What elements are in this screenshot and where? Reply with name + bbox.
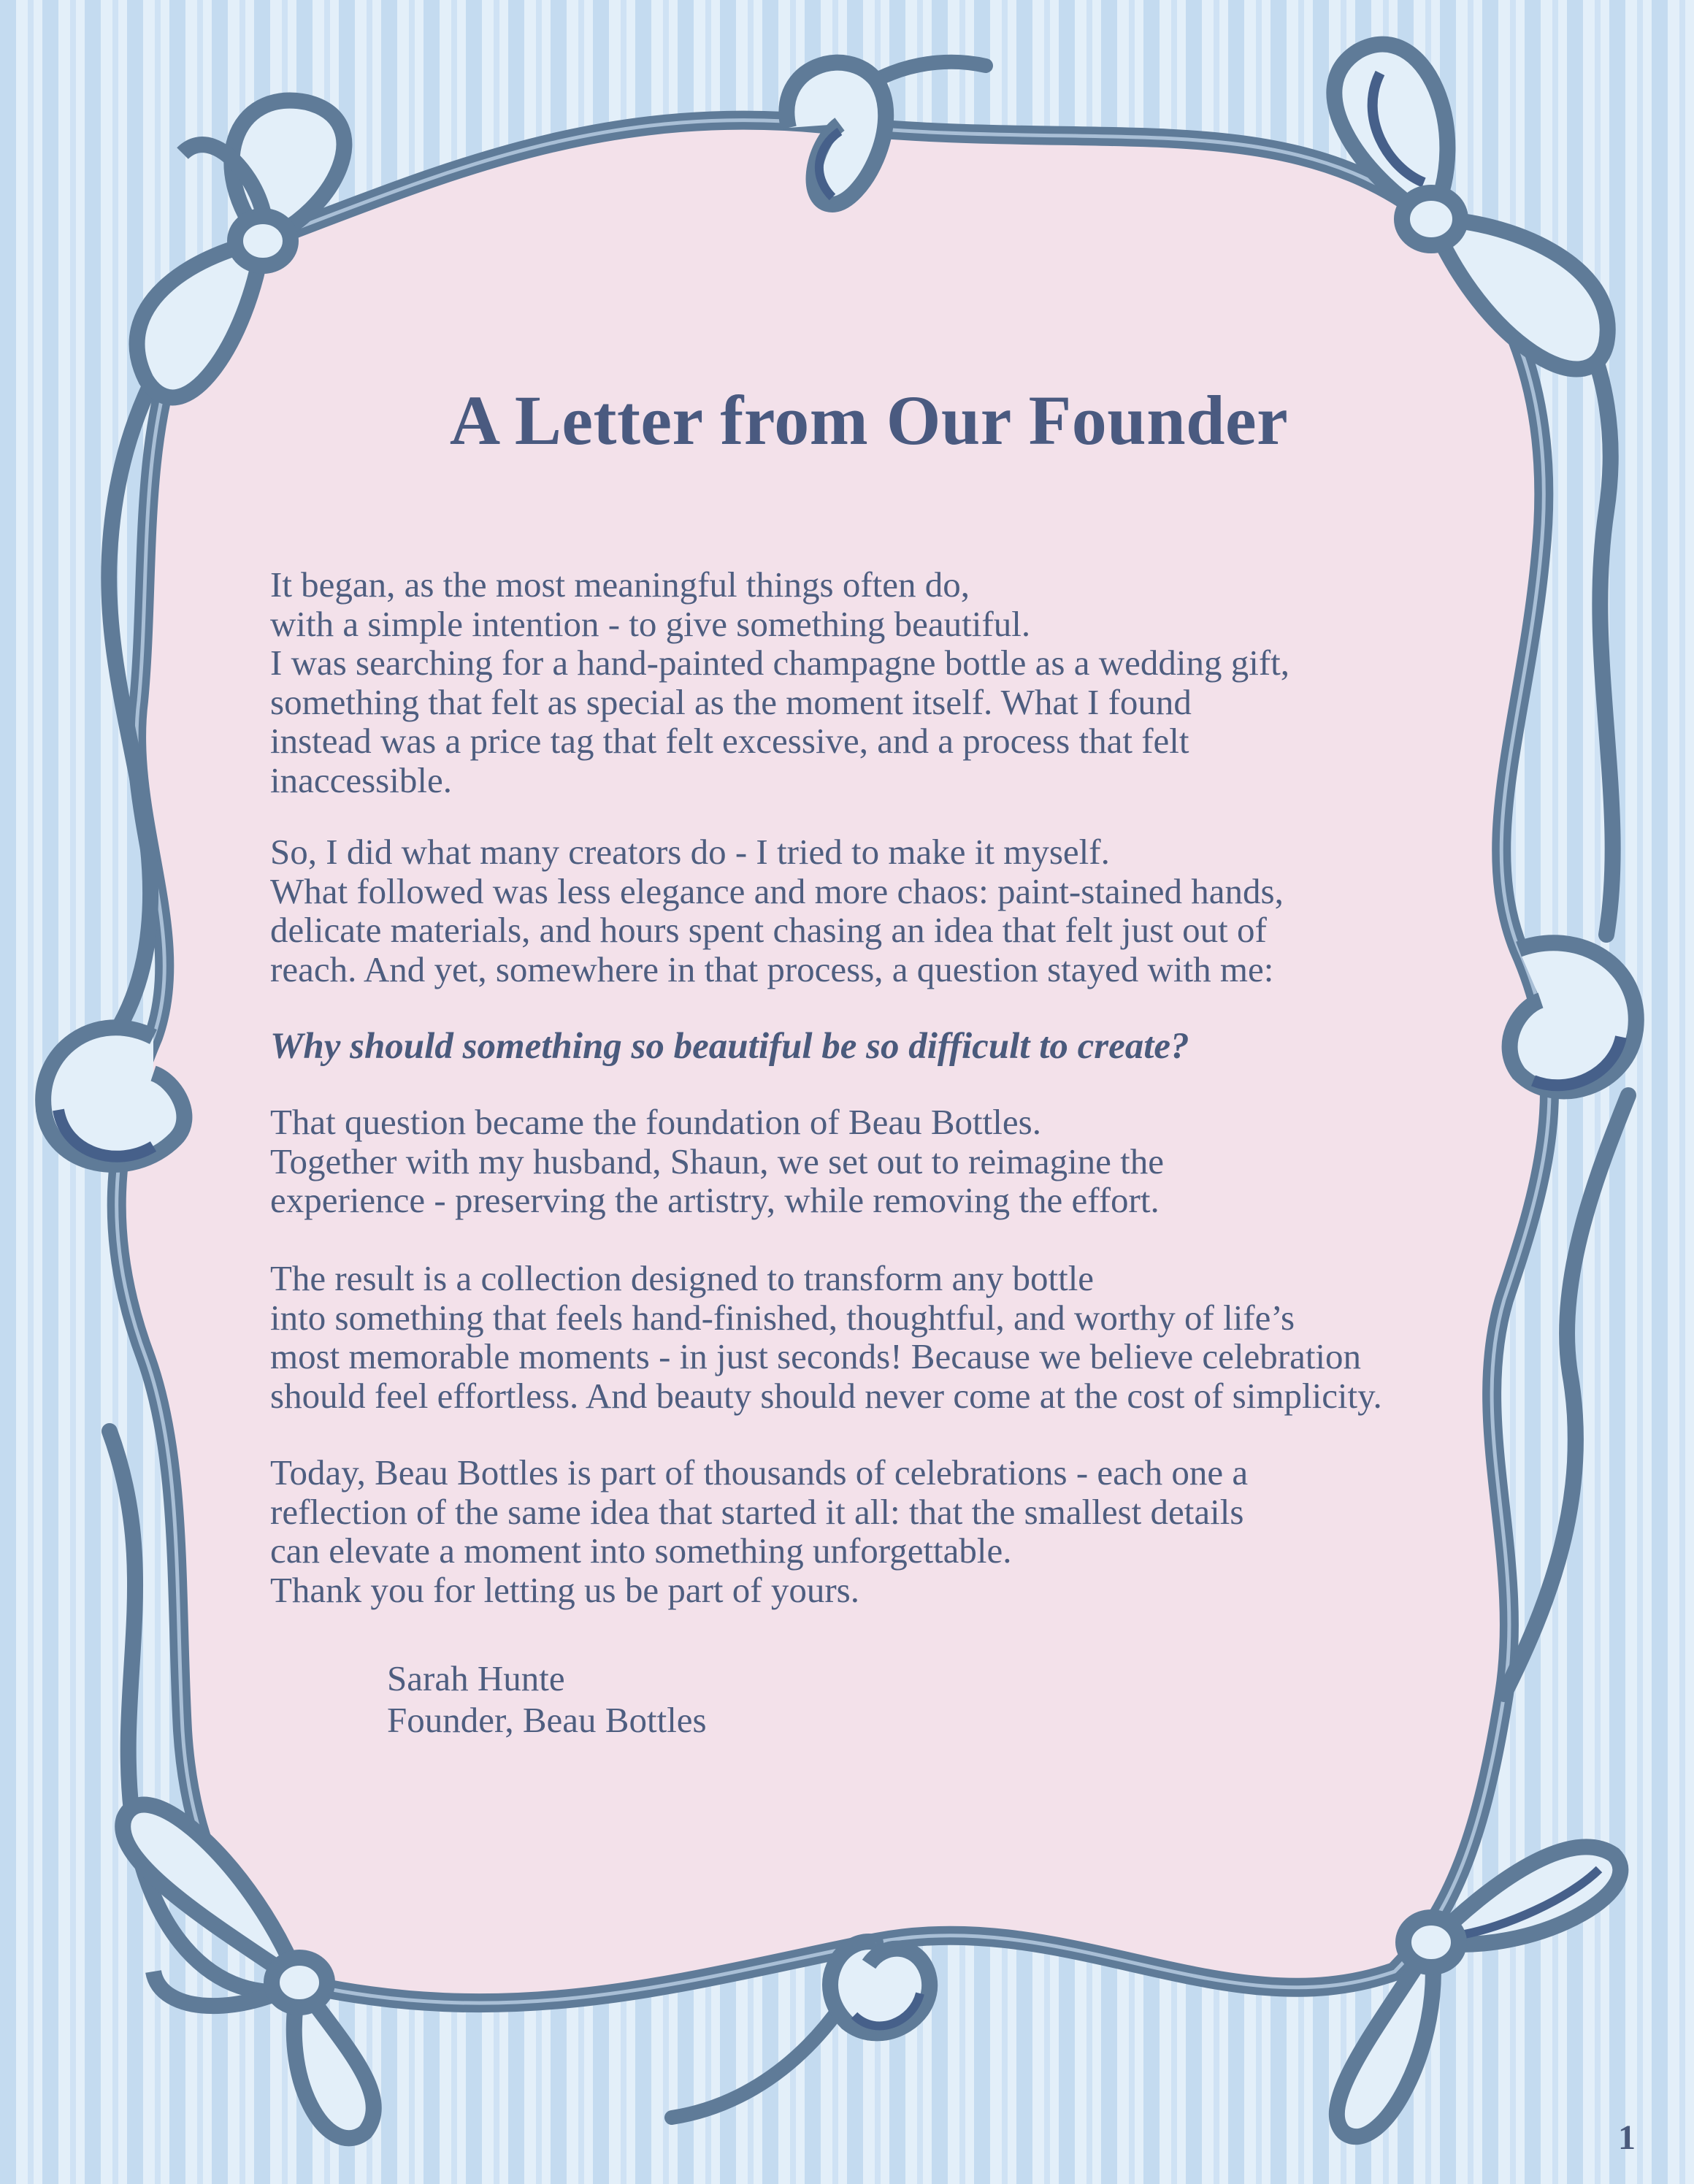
- letter-quote: Why should something so beautiful be so difficult to create?: [270, 1026, 1189, 1067]
- page-number: 1: [1618, 2118, 1636, 2157]
- letter-paragraph-1: It began, as the most meaningful things often do, with a simple intention - to give something beautiful. I was searching for a hand-painted champagne bottle as a wedding gift, something that felt as special as the moment itself. What I found instead was a price tag that felt excessive, and a process that felt inaccessible.: [270, 564, 1289, 800]
- signature-name: Sarah Hunte: [387, 1658, 565, 1698]
- signature-block: [387, 1658, 707, 1741]
- letter-paragraph-5: Today, Beau Bottles is part of thousands of celebrations - each one a reflection of the same idea that started it all: that the smallest details can elevate a moment into something unforgettable. Thank you for letting us be part of yours.: [270, 1452, 1249, 1610]
- letter-paragraph-4: The result is a collection designed to transform any bottle into something that feels hand-finished, thoughtful, and worthy of life’s most memorable moments - in just seconds! Because we believe celebration should feel effortless. And beauty should never come at the cost of simplicity.: [270, 1258, 1382, 1416]
- signature-title: Founder, Beau Bottles: [387, 1700, 707, 1740]
- letter-paragraph-3: That question became the foundation of Beau Bottles. Together with my husband, Shaun, we set out to reimagine the experience - preserving the artistry, while removing the effort.: [270, 1102, 1165, 1220]
- letter-paragraph-2: So, I did what many creators do - I tried to make it myself. What followed was less elegance and more chaos: paint-stained hands, delicate materials, and hours spent chasing an idea that felt just out of reach. And yet, somewhere in that process, a question stayed with me:: [270, 832, 1284, 989]
- letter-title: A Letter from Our Founder: [449, 381, 1289, 459]
- letter-content: [270, 0, 1555, 2184]
